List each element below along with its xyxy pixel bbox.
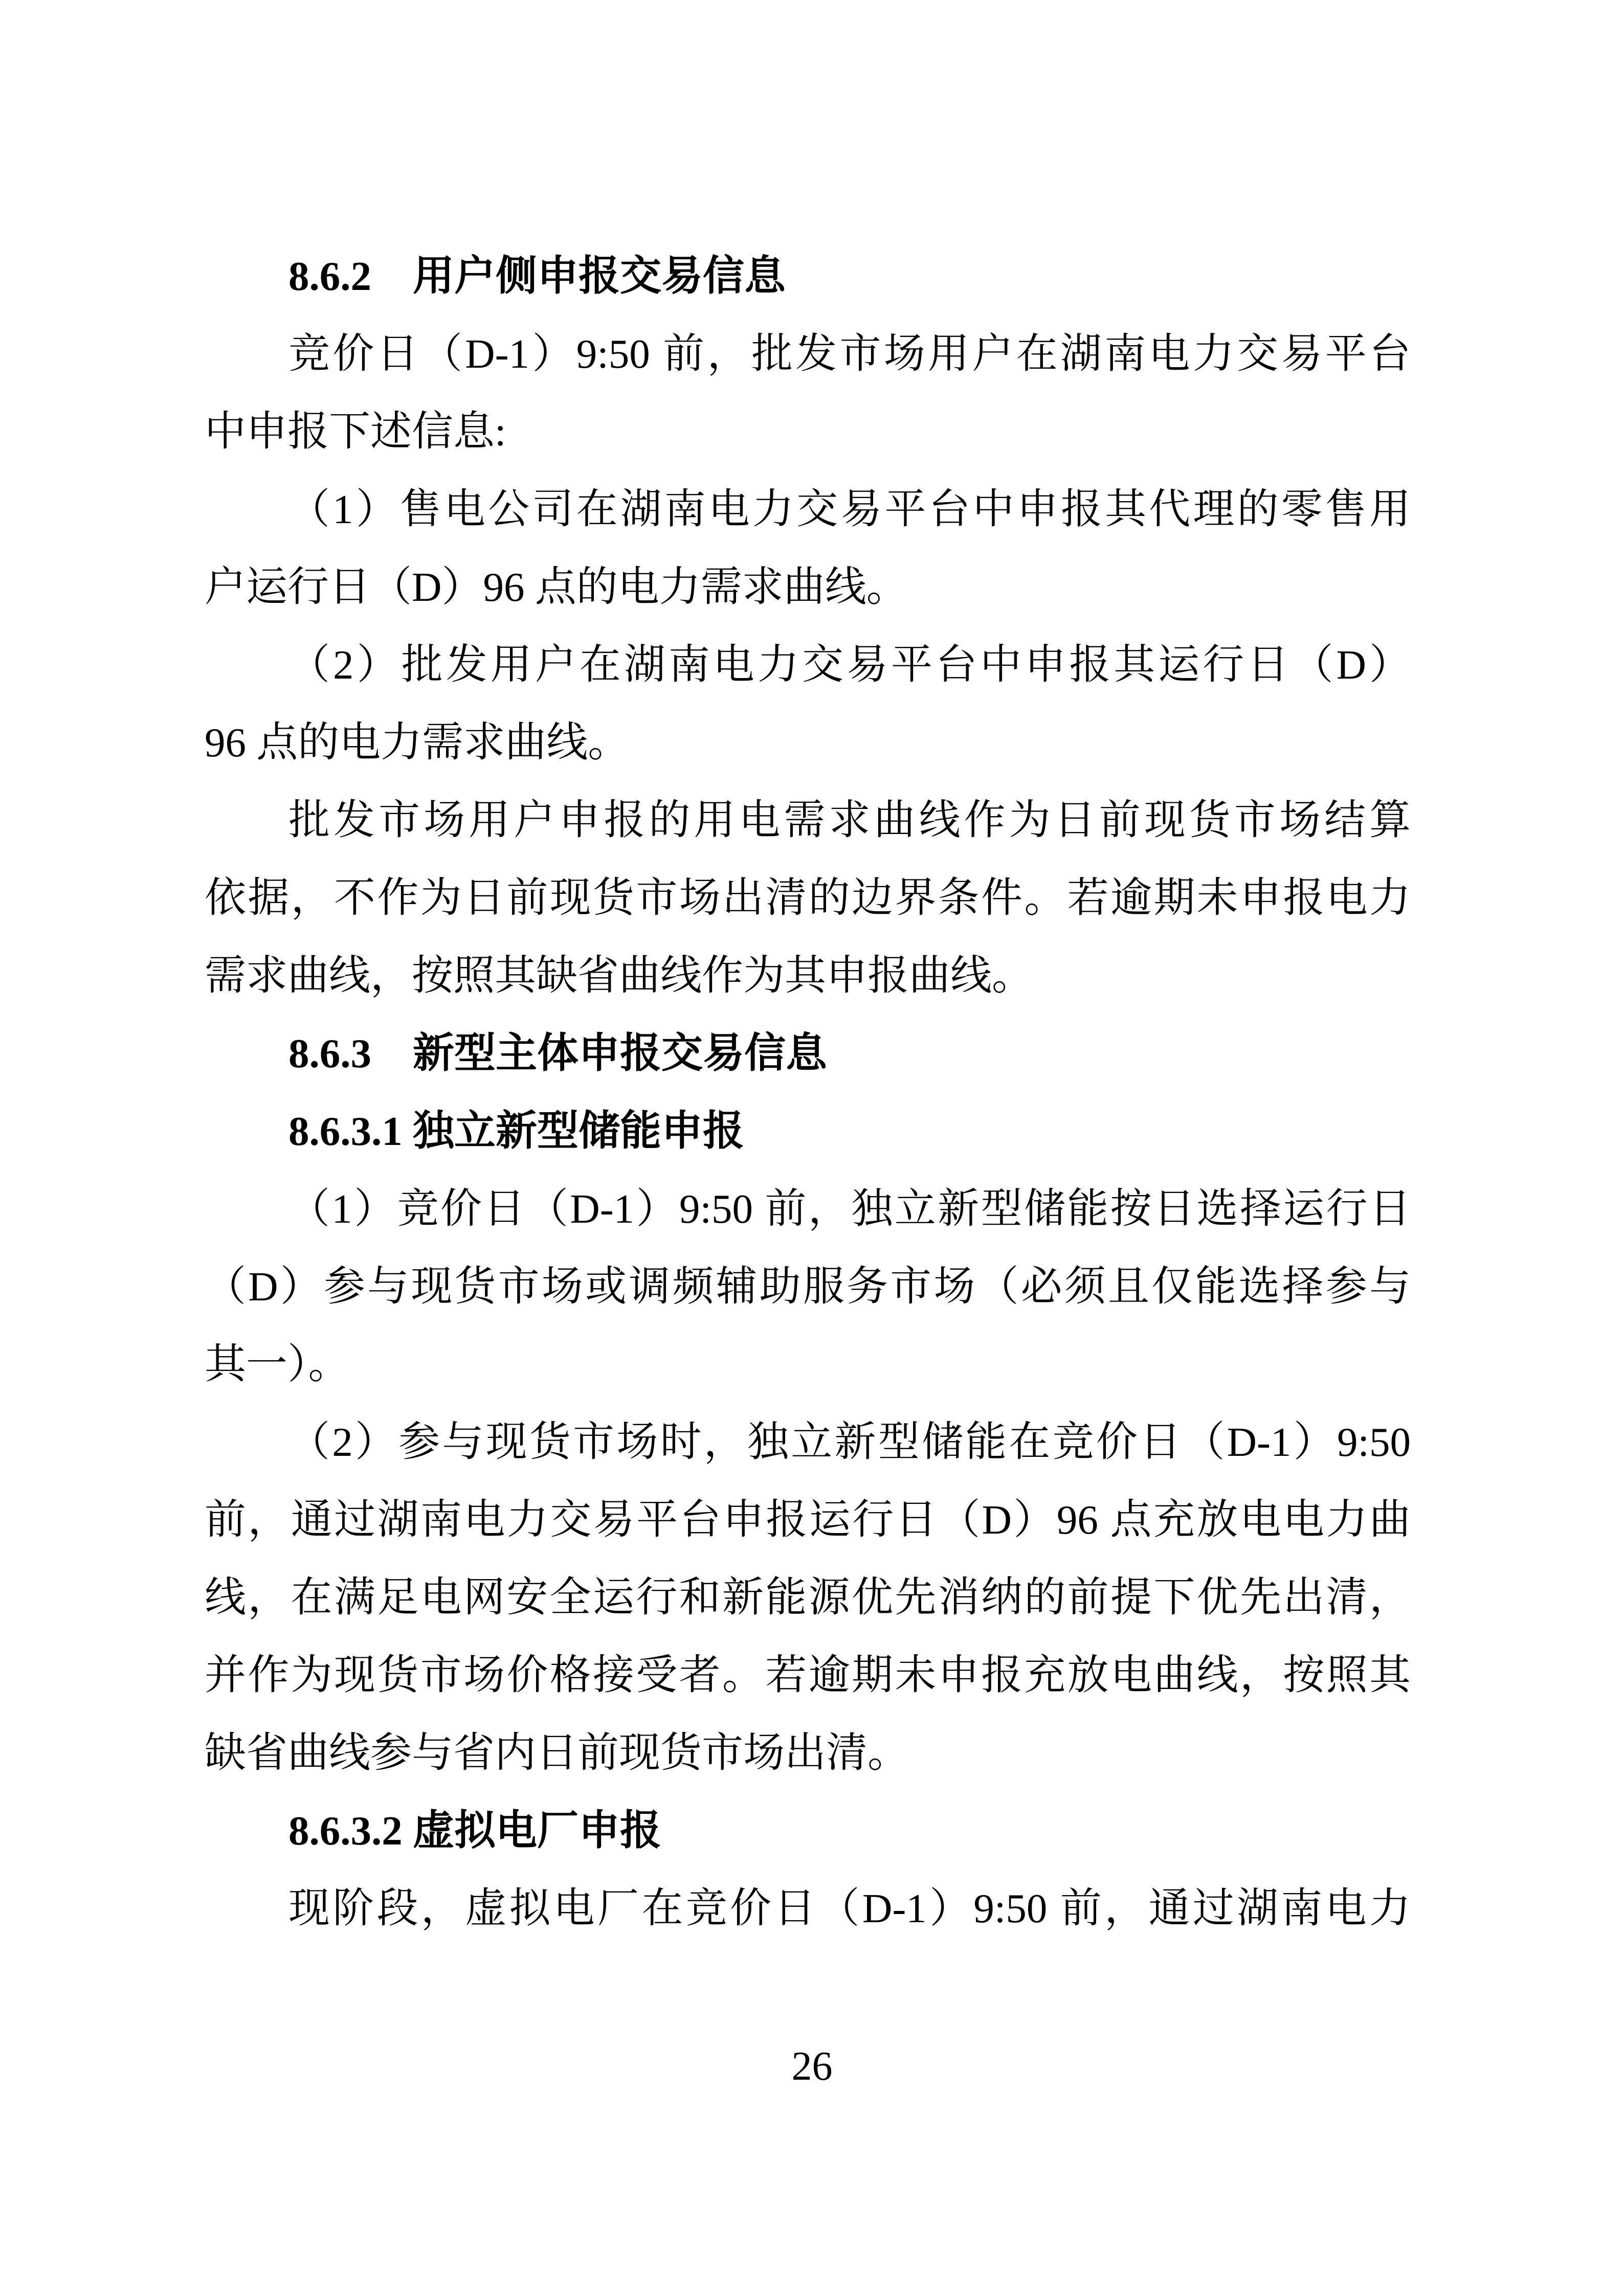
heading-line: 8.6.3 新型主体申报交易信息 [288,1030,828,1076]
text-line: 并作为现货市场价格接受者。若逾期未申报充放电曲线，按照其 [205,1652,1411,1698]
page-number: 26 [791,2044,833,2089]
heading-line: 8.6.3.1 独立新型储能申报 [288,1108,745,1154]
text-line: 依据，不作为日前现货市场出清的边界条件。若逾期未申报电力 [205,875,1411,921]
text-line: 中申报下述信息: [205,409,506,455]
heading-line: 8.6.3.2 虚拟电厂申报 [288,1808,662,1854]
text-line: （1）售电公司在湖南电力交易平台中申报其代理的零售用 [288,486,1411,532]
text-line: （D）参与现货市场或调频辅助服务市场（必须且仅能选择参与 [205,1264,1411,1310]
text-line: 其一）。 [205,1341,350,1387]
text-line: 前，通过湖南电力交易平台申报运行日（D）96 点充放电电力曲 [205,1497,1411,1543]
text-line: 户运行日（D）96 点的电力需求曲线。 [205,564,908,610]
text-line: 96 点的电力需求曲线。 [205,719,630,766]
text-line: 现阶段，虚拟电厂在竞价日（D-1）9:50 前，通过湖南电力 [288,1885,1411,1931]
text-line: （2）参与现货市场时，独立新型储能在竞价日（D-1）9:50 [288,1419,1411,1465]
text-line: 需求曲线，按照其缺省曲线作为其申报曲线。 [205,953,1034,999]
document-body [205,237,1411,1947]
text-line: （1）竞价日（D-1）9:50 前，独立新型储能按日选择运行日 [288,1186,1411,1232]
heading-line: 8.6.2 用户侧申报交易信息 [288,253,786,299]
text-line: 缺省曲线参与省内日前现货市场出清。 [205,1730,909,1776]
text-line: （2）批发用户在湖南电力交易平台中申报其运行日（D） [288,642,1411,688]
text-line: 竞价日（D-1）9:50 前，批发市场用户在湖南电力交易平台 [288,331,1411,377]
text-line: 批发市场用户申报的用电需求曲线作为日前现货市场结算 [288,797,1411,843]
text-line: 线，在满足电网安全运行和新能源优先消纳的前提下优先出清， [205,1574,1411,1620]
